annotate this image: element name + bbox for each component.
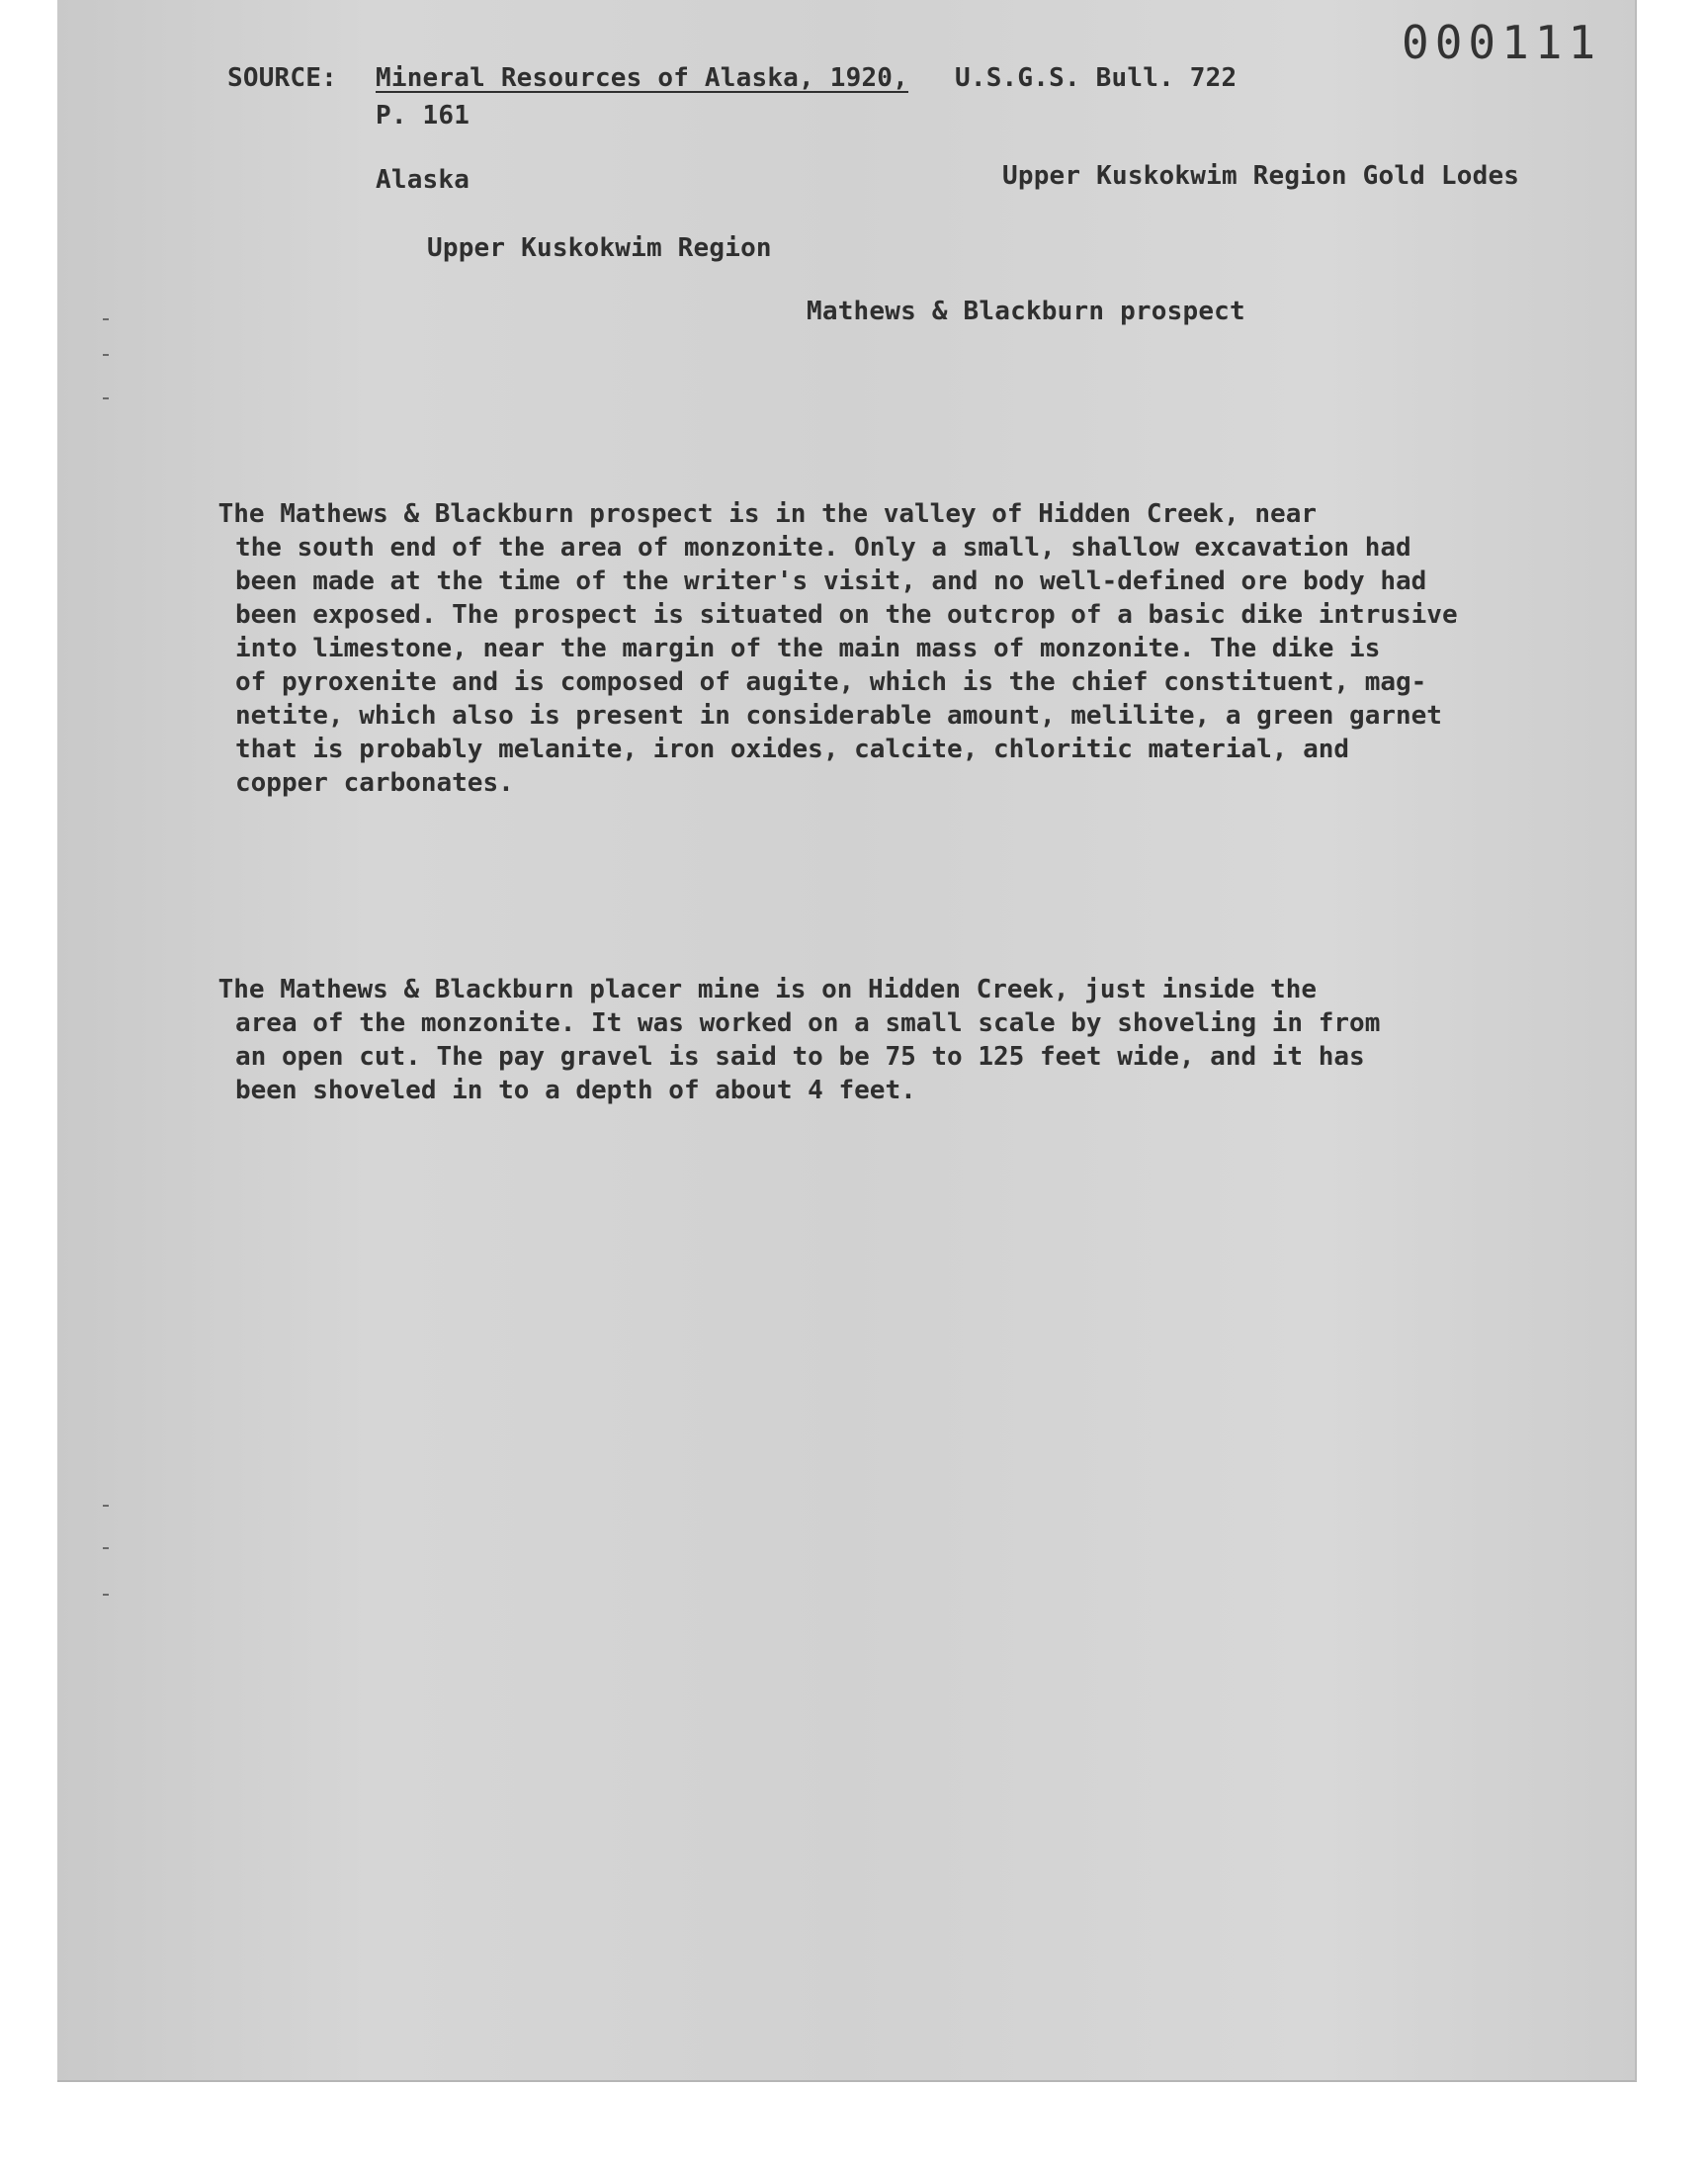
category-heading: Upper Kuskokwim Region Gold Lodes	[1002, 161, 1520, 191]
text-line: into limestone, near the margin of the main mass of monzonite. The dike is	[235, 634, 1381, 663]
paragraph-prospect	[156, 497, 1458, 800]
text-line: netite, which also is present in considerable amount, melilite, a green garnet	[235, 701, 1442, 731]
text-line: been made at the time of the writer's visit, and no well-defined ore body had	[235, 566, 1427, 596]
text-line: copper carbonates.	[235, 768, 514, 798]
paragraph-placer-mine	[156, 973, 1381, 1107]
margin-mark	[103, 1505, 109, 1507]
margin-mark	[103, 1547, 109, 1549]
text-line: been shoveled in to a depth of about 4 feet.	[235, 1076, 916, 1105]
text-line: The Mathews & Blackburn prospect is in the valley of Hidden Creek, near	[156, 499, 1317, 529]
text-line: an open cut. The pay gravel is said to be 75 to 125 feet wide, and it has	[235, 1042, 1365, 1072]
text-line: that is probably melanite, iron oxides, calcite, chloritic material, and	[235, 735, 1350, 764]
source-label: SOURCE:	[227, 63, 337, 93]
text-line: of pyroxenite and is composed of augite, which is the chief constituent, mag-	[235, 667, 1427, 697]
text-line: the south end of the area of monzonite. Only a small, shallow excavation had	[235, 533, 1411, 563]
state-heading: Alaska	[376, 165, 470, 195]
source-citation-title: Mineral Resources of Alaska, 1920,	[376, 63, 909, 93]
region-heading: Upper Kuskokwim Region	[427, 233, 772, 263]
source-page: P. 161	[376, 101, 470, 130]
property-title: Mathews & Blackburn prospect	[807, 297, 1245, 326]
text-line: area of the monzonite. It was worked on a small scale by shoveling in from	[235, 1008, 1381, 1038]
margin-mark	[103, 397, 109, 399]
text-line: The Mathews & Blackburn placer mine is on Hidden Creek, just inside the	[156, 975, 1317, 1004]
margin-mark	[103, 354, 109, 356]
document-number: 000111	[1402, 16, 1602, 69]
source-citation-bulletin: U.S.G.S. Bull. 722	[955, 63, 1238, 93]
text-line: been exposed. The prospect is situated on the outcrop of a basic dike intrusive	[235, 600, 1458, 630]
margin-mark	[103, 1594, 109, 1596]
margin-mark	[103, 318, 109, 320]
